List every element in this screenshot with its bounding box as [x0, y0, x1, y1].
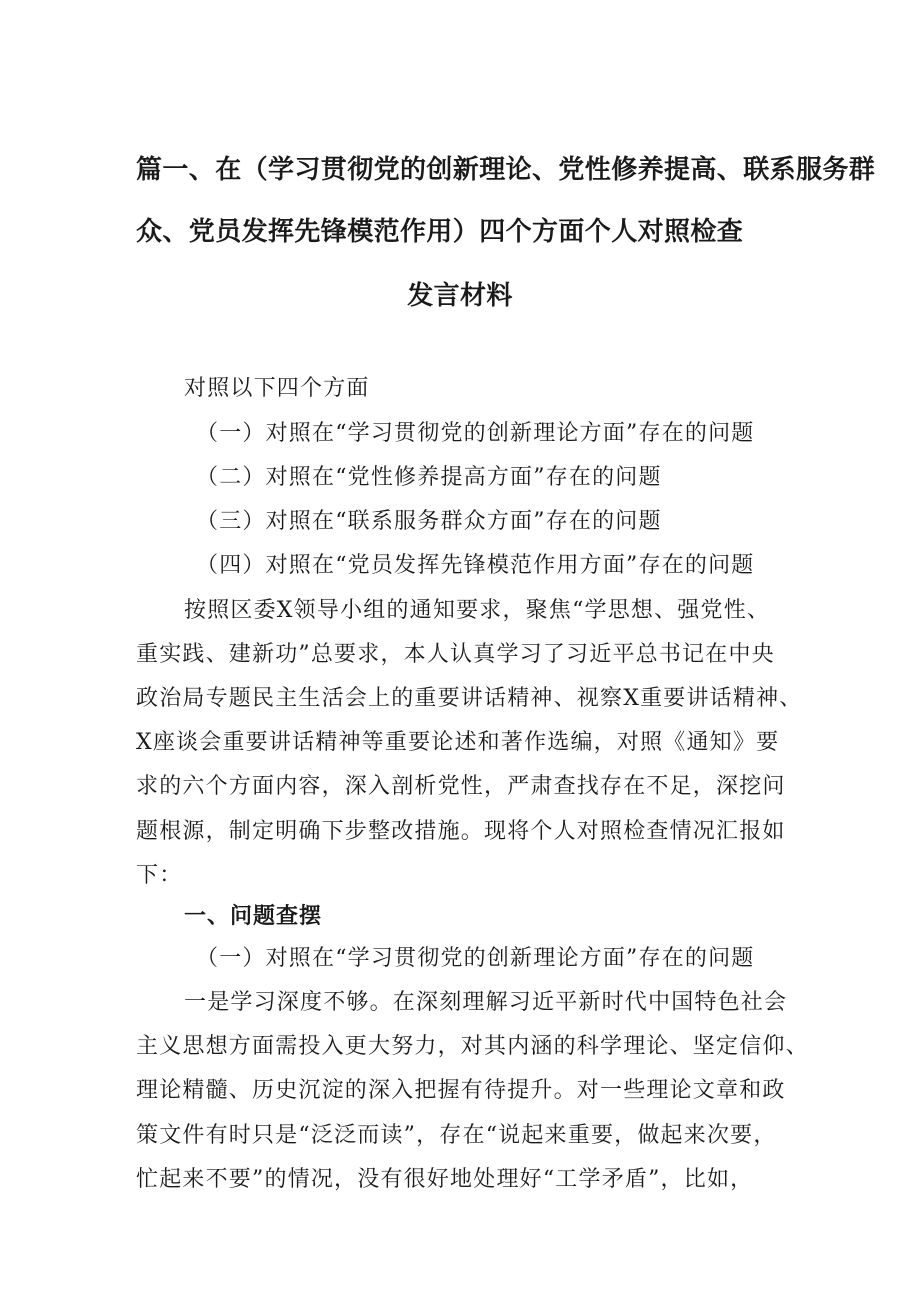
section-paragraph-line-1: 一是学习深度不够。在深刻理解习近平新时代中国特色社会 [184, 990, 788, 1015]
paragraph1-line-1: 按照区委X领导小组的通知要求，聚焦“学思想、强党性、 [184, 598, 771, 623]
intro-item-1: （一）对照在“学习贯彻党的创新理论方面”存在的问题 [196, 421, 755, 446]
paragraph1-line-2: 重实践、建新功”总要求，本人认真学习了习近平总书记在中央 [136, 642, 775, 667]
section-paragraph-line-5: 忙起来不要”的情况，没有很好地处理好“工学矛盾”，比如， [136, 1167, 754, 1192]
paragraph1-line-5: 求的六个方面内容，深入剖析党性，严肃查找存在不足，深挖问 [136, 774, 786, 799]
paragraph1-line-4: X座谈会重要讲话精神等重要论述和著作选编，对照《通知》要 [136, 730, 780, 755]
section-paragraph-line-4: 策文件有时只是“泛泛而读”，存在“说起来重要，做起来次要， [136, 1123, 777, 1148]
paragraph1-line-7: 下： [136, 863, 183, 888]
paragraph1-line-3: 政治局专题民主生活会上的重要讲话精神、视察X重要讲话精神、 [136, 686, 803, 711]
section-heading: 一、问题查摆 [184, 904, 323, 929]
section-paragraph-line-2: 主义思想方面需投入更大努力，对其内涵的科学理论、坚定信仰、 [136, 1034, 809, 1059]
intro-item-3: （三）对照在“联系服务群众方面”存在的问题 [196, 509, 662, 534]
document-title-line-3: 发言材料 [407, 281, 513, 311]
document-title-line-1: 篇一、在（学习贯彻党的创新理论、党性修养提高、联系服务群 [136, 155, 876, 185]
paragraph1-line-6: 题根源，制定明确下步整改措施。现将个人对照检查情况汇报如 [136, 819, 786, 844]
section-subheading: （一）对照在“学习贯彻党的创新理论方面”存在的问题 [196, 946, 755, 971]
intro-item-4: （四）对照在“党员发挥先锋模范作用方面”存在的问题 [196, 553, 755, 578]
section-paragraph-line-3: 理论精髓、历史沉淀的深入把握有待提升。对一些理论文章和政 [136, 1078, 786, 1103]
intro-lead: 对照以下四个方面 [184, 376, 370, 401]
intro-item-2: （二）对照在“党性修养提高方面”存在的问题 [196, 465, 662, 490]
document-title-line-2: 众、党员发挥先锋模范作用）四个方面个人对照检查 [136, 217, 744, 247]
